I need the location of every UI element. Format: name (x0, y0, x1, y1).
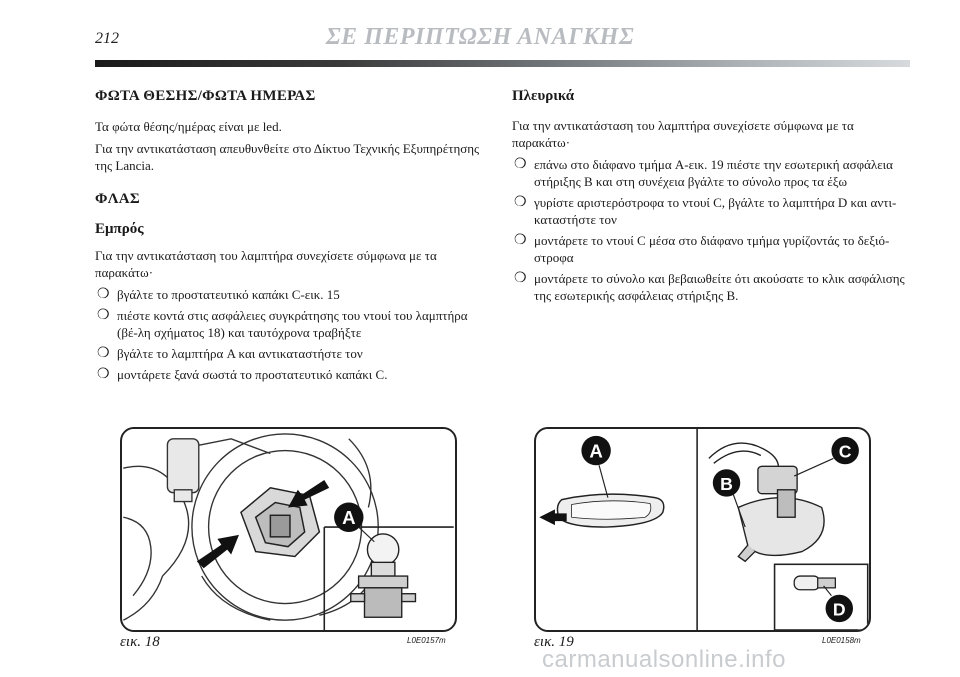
page-number: 212 (95, 30, 119, 47)
bullet-circle-icon: ❍ (514, 195, 527, 210)
figure-19-code: L0E0158m (822, 636, 861, 645)
bullet-circle-icon: ❍ (514, 271, 527, 286)
label-a: A (342, 507, 356, 529)
front-steps-list (95, 286, 490, 383)
subheading-side: Πλευρικά (512, 88, 575, 104)
list-item: ❍ γυρίστε αριστερόστροφα το ντουί C, βγάλτε το λαμπτήρα D και αντι-καταστήστε τον (514, 195, 897, 227)
label-c: C (838, 441, 852, 462)
label-b: B (720, 473, 733, 494)
right-column (512, 88, 907, 308)
bullet-circle-icon: ❍ (97, 367, 110, 382)
list-item: ❍ βγάλτε το προστατευτικό καπάκι C-εικ. 15 (97, 287, 340, 302)
list-item: ❍ μοντάρετε το σύνολο και βεβαιωθείτε ότι ακούσατε το κλικ ασφάλισης της εσωτερικής ασφάλειας στήριξης B. (514, 271, 905, 303)
bullet-circle-icon: ❍ (514, 233, 527, 248)
section-title: ΣΕ ΠΕΡΙΠΤΩΣΗ ΑΝΑΓΚΗΣ (325, 24, 635, 50)
figure-18-illustration (120, 427, 457, 632)
list-item: ❍ μοντάρετε ξανά σωστά το προστατευτικό καπάκι C. (97, 367, 388, 382)
subheading-front: Εμπρός (95, 221, 144, 237)
list-item: ❍ επάνω στο διάφανο τμήμα A-εικ. 19 πιέστε την εσωτερική ασφάλεια στήριξης B και στη συνέχεια βγάλτε το σύνολο προς τα έξω (514, 157, 893, 189)
side-indicator-drawing (536, 429, 869, 630)
heading-position-lights: ΦΩΤΑ ΘΕΣΗΣ/ΦΩΤΑ ΗΜΕΡΑΣ (95, 88, 316, 104)
header-rule (95, 60, 910, 67)
bullet-circle-icon: ❍ (97, 308, 110, 323)
side-steps-list (512, 156, 907, 304)
figure-19-caption: εικ. 19 (534, 634, 574, 650)
intro-front: Για την αντικατάσταση του λαμπτήρα συνεχίσετε σύμφωνα με τα παρακάτω· (95, 248, 437, 280)
list-item: ❍ βγάλτε το λαμπτήρα A και αντικαταστήστε τον (97, 346, 363, 361)
headlamp-bulb-drawing (122, 429, 455, 630)
paragraph-led: Τα φώτα θέσης/ημέρας είναι με led. (95, 119, 282, 134)
left-column (95, 88, 490, 387)
paragraph-service: Για την αντικατάσταση απευθυνθείτε στο Δίκτυο Τεχνικής Εξυπηρέτησης της Lancia. (95, 141, 480, 173)
figure-18-caption: εικ. 18 (120, 634, 160, 650)
list-item: ❍ πιέστε κοντά στις ασφάλειες συγκράτησης του ντουί του λαμπτήρα (βέ-λη σχήματος 18) και ταυτόχρονα τραβήξτε (97, 308, 468, 340)
label-d: D (832, 599, 846, 620)
figure-19-illustration (534, 427, 871, 632)
intro-side: Για την αντικατάσταση του λαμπτήρα συνεχίσετε σύμφωνα με τα παρακάτω· (512, 118, 854, 150)
figure-18-code: L0E0157m (407, 636, 446, 645)
list-item: ❍ μοντάρετε το ντουί C μέσα στο διάφανο τμήμα γυρίζοντάς το δεξιό-στροφα (514, 233, 890, 265)
label-a: A (589, 440, 603, 462)
heading-flash: ΦΛΑΣ (95, 191, 141, 207)
bullet-circle-icon: ❍ (97, 346, 110, 361)
bullet-circle-icon: ❍ (97, 287, 110, 302)
bullet-circle-icon: ❍ (514, 157, 527, 172)
watermark: carmanualsonline.info (542, 646, 786, 673)
